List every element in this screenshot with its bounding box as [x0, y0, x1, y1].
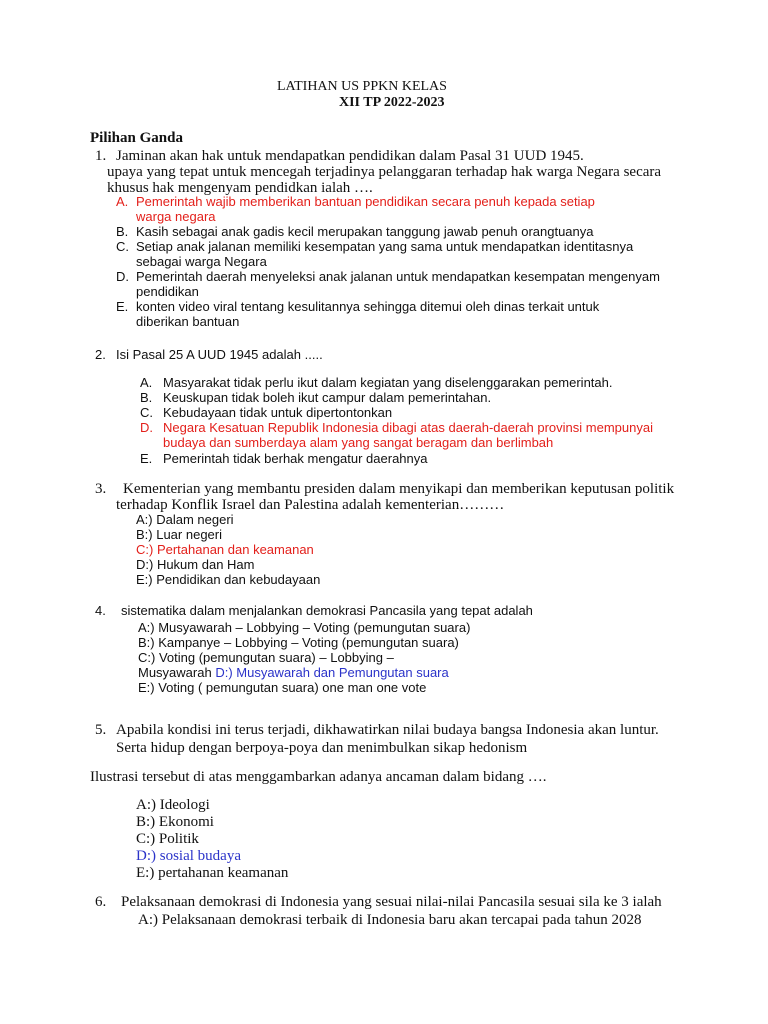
q2-option-c-letter: C.	[140, 405, 153, 420]
q5-text-line1: Apabila kondisi ini terus terjadi, dikhawatirkan nilai budaya bangsa Indonesia akan luntur.	[116, 722, 659, 738]
q5-number: 5.	[95, 722, 107, 738]
q1-option-c-letter: C.	[116, 239, 129, 254]
q1-option-d-line2: pendidikan	[136, 284, 199, 299]
q3-option-d: D:) Hukum dan Ham	[136, 557, 255, 572]
q6-option-a: A:) Pelaksanaan demokrasi terbaik di Indonesia baru akan tercapai pada tahun 2028	[138, 912, 642, 928]
q1-option-e-line1: konten video viral tentang kesulitannya sehingga ditemui oleh dinas terkait untuk	[136, 299, 600, 314]
q4-option-c-line2: Musyawarah	[138, 665, 212, 680]
q4-option-e: E:) Voting ( pemungutan suara) one man one vote	[138, 680, 427, 695]
q6-number: 6.	[95, 894, 107, 910]
q2-option-d-line2: budaya dan sumberdaya alam yang sangat beragam dan berlimbah	[163, 435, 554, 450]
q3-option-e: E:) Pendidikan dan kebudayaan	[136, 572, 321, 587]
q4-number: 4.	[95, 603, 106, 618]
q2-number: 2.	[95, 347, 106, 362]
q2-option-c-line1: Kebudayaan tidak untuk dipertontonkan	[163, 405, 393, 420]
q1-option-e-letter: E.	[116, 299, 129, 314]
q5-option-c: C:) Politik	[136, 831, 199, 847]
q2-option-e-line1: Pemerintah tidak berhak mengatur daerahnya	[163, 451, 428, 466]
q3-number: 3.	[95, 481, 107, 497]
q2-option-d-line1: Negara Kesatuan Republik Indonesia dibagi atas daerah-daerah provinsi mempunyai	[163, 420, 653, 435]
q5-option-d: D:) sosial budaya	[136, 848, 241, 864]
q5-option-b: B:) Ekonomi	[136, 814, 214, 830]
q3-text-line2: terhadap Konflik Israel dan Palestina adalah kementerian………	[116, 497, 505, 513]
q2-option-a-letter: A.	[140, 375, 153, 390]
q1-option-a-line1: Pemerintah wajib memberikan bantuan pendidikan secara penuh kepada setiap	[136, 194, 595, 209]
q4-text-line1: sistematika dalam menjalankan demokrasi Pancasila yang tepat adalah	[121, 603, 533, 618]
q1-option-a-line2: warga negara	[136, 209, 216, 224]
q6-text-line1: Pelaksanaan demokrasi di Indonesia yang sesuai nilai-nilai Pancasila sesuai sila ke 3 ialah	[121, 894, 662, 910]
q4-option-c-cont	[138, 666, 449, 679]
document-title-line2: XII TP 2022-2023	[339, 95, 445, 110]
q3-option-b: B:) Luar negeri	[136, 527, 222, 542]
q5-option-e: E:) pertahanan keamanan	[136, 865, 289, 881]
q1-option-b-line1: Kasih sebagai anak gadis kecil merupakan tanggung jawab penuh orangtuanya	[136, 224, 594, 239]
q1-option-c-line1: Setiap anak jalanan memiliki kesempatan yang sama untuk mendapatkan identitasnya	[136, 239, 634, 254]
q2-option-d-letter: D.	[140, 420, 153, 435]
q1-text-line2: upaya yang tepat untuk mencegah terjadinya pelanggaran terhadap hak warga Negara secara	[107, 164, 662, 180]
q3-option-a: A:) Dalam negeri	[136, 512, 234, 527]
q5-prompt: Ilustrasi tersebut di atas menggambarkan adanya ancaman dalam bidang ….	[90, 769, 547, 785]
document-title-line1: LATIHAN US PPKN KELAS	[277, 79, 447, 94]
q1-text-line3: khusus hak mengenyam pendidkan ialah ….	[107, 180, 373, 196]
q1-option-e-line2: diberikan bantuan	[136, 314, 240, 329]
q5-text-line2: Serta hidup dengan berpoya-poya dan menimbulkan sikap hedonism	[116, 740, 528, 756]
q4-option-a: A:) Musyawarah – Lobbying – Voting (pemungutan suara)	[138, 620, 471, 635]
q3-text-line1: Kementerian yang membantu presiden dalam menyikapi dan memberikan keputusan politik	[123, 481, 675, 497]
q2-option-b-line1: Keuskupan tidak boleh ikut campur dalam pemerintahan.	[163, 390, 492, 405]
q4-option-d: D:) Musyawarah dan Pemungutan suara	[215, 665, 449, 680]
q4-option-c: C:) Voting (pemungutan suara) – Lobbying –	[138, 650, 394, 665]
q1-number: 1.	[95, 148, 107, 164]
q2-option-e-letter: E.	[140, 451, 153, 466]
q2-text-line1: Isi Pasal 25 A UUD 1945 adalah .....	[116, 347, 323, 362]
q4-option-b: B:) Kampanye – Lobbying – Voting (pemungutan suara)	[138, 635, 459, 650]
q3-option-c: C:) Pertahanan dan keamanan	[136, 542, 314, 557]
section-heading: Pilihan Ganda	[90, 130, 183, 146]
q1-text-line1: Jaminan akan hak untuk mendapatkan pendidikan dalam Pasal 31 UUD 1945.	[116, 148, 584, 164]
q1-option-d-letter: D.	[116, 269, 129, 284]
q2-option-b-letter: B.	[140, 390, 153, 405]
q1-option-a-letter: A.	[116, 194, 129, 209]
q1-option-d-line1: Pemerintah daerah menyeleksi anak jalanan untuk mendapatkan kesempatan mengenyam	[136, 269, 660, 284]
q2-option-a-line1: Masyarakat tidak perlu ikut dalam kegiatan yang diselenggarakan pemerintah.	[163, 375, 613, 390]
q1-option-c-line2: sebagai warga Negara	[136, 254, 267, 269]
q5-option-a: A:) Ideologi	[136, 797, 210, 813]
q1-option-b-letter: B.	[116, 224, 129, 239]
